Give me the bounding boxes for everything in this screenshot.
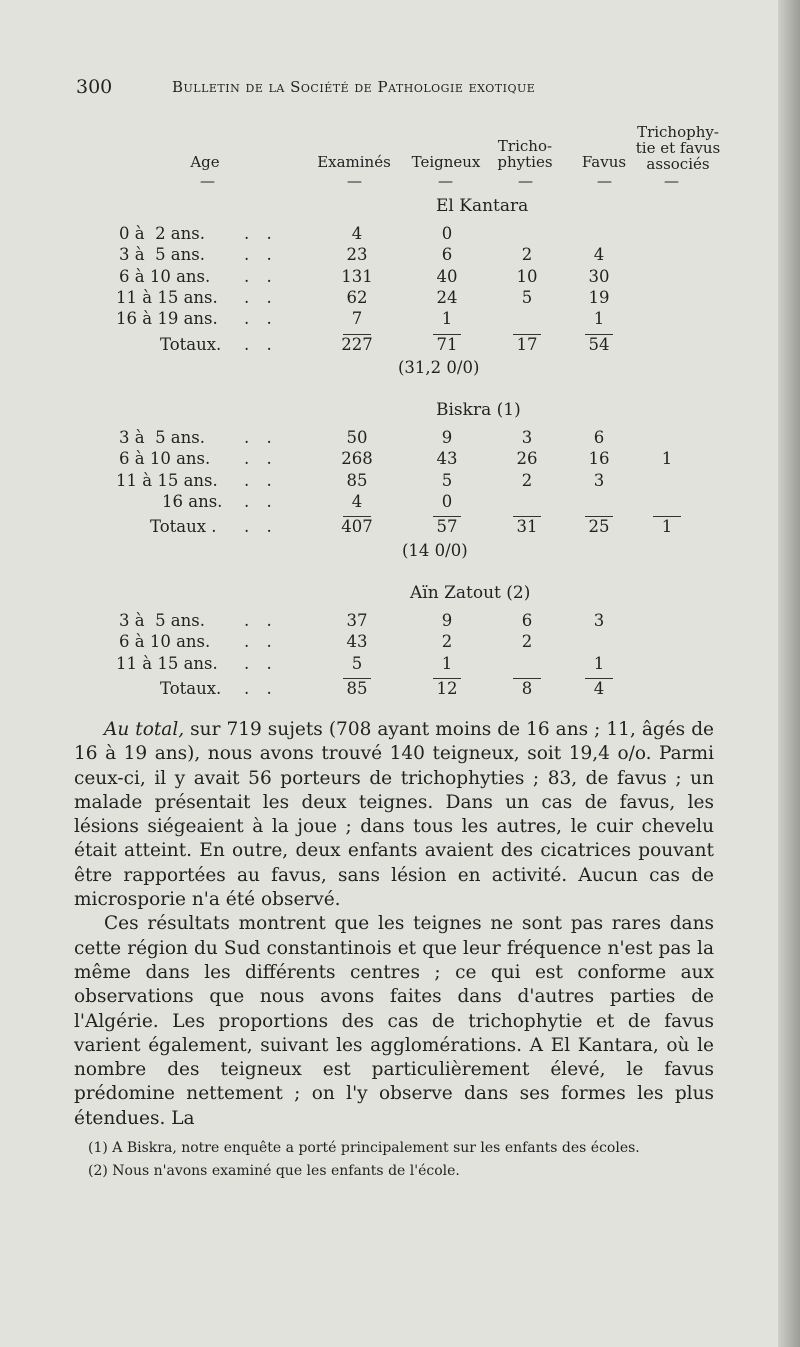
cell-teigneux: 0 bbox=[441, 491, 453, 511]
cell-examines: 50 bbox=[346, 428, 368, 447]
row-leader-dots: . . bbox=[244, 428, 278, 447]
total-examines: 227 bbox=[341, 334, 373, 354]
col-header-teigneux: Teigneux bbox=[411, 153, 481, 171]
cell-favus: 3 bbox=[593, 611, 605, 630]
cell-examines: 7 bbox=[351, 309, 363, 329]
col-header-associes-line1: Trichophy- bbox=[637, 123, 719, 141]
percent-affected: (31,2 0/0) bbox=[398, 357, 480, 377]
row-age-label: 3 à 5 ans. bbox=[119, 611, 205, 630]
cell-favus: 1 bbox=[593, 653, 605, 673]
cell-examines: 5 bbox=[351, 653, 363, 673]
cell-examines: 131 bbox=[341, 266, 373, 286]
col-header-associes bbox=[628, 124, 728, 172]
row-leader-dots: . . bbox=[244, 449, 278, 469]
footnotes bbox=[74, 1140, 714, 1185]
totals-leader-dots: . . bbox=[244, 678, 278, 698]
totals-leader-dots: . . bbox=[244, 334, 278, 354]
paragraph-1 bbox=[74, 718, 714, 912]
total-examines: 407 bbox=[341, 517, 373, 537]
col-header-age: Age bbox=[190, 153, 220, 171]
cell-examines: 62 bbox=[346, 287, 368, 307]
cell-teigneux: 9 bbox=[441, 611, 453, 630]
col-dash: — bbox=[200, 172, 215, 190]
row-age-label: 3 à 5 ans. bbox=[119, 428, 205, 447]
cell-teigneux: 0 bbox=[441, 224, 453, 243]
row-age-label: 6 à 10 ans. bbox=[119, 632, 211, 652]
cell-teigneux: 6 bbox=[441, 245, 453, 265]
cell-tricho: 10 bbox=[516, 266, 538, 286]
col-dash: — bbox=[664, 172, 679, 190]
cell-examines: 4 bbox=[351, 491, 363, 511]
col-dash: — bbox=[518, 172, 533, 190]
row-leader-dots: . . bbox=[244, 653, 278, 673]
row-age-label: 3 à 5 ans. bbox=[119, 245, 205, 265]
page-number: 300 bbox=[76, 76, 113, 98]
totals-label: Totaux. bbox=[160, 678, 222, 698]
cell-favus: 3 bbox=[593, 470, 605, 490]
cell-tricho: 5 bbox=[521, 287, 533, 307]
col-dash: — bbox=[347, 172, 362, 190]
col-header-tricho-line1: Tricho- bbox=[497, 137, 553, 155]
total-tricho: 8 bbox=[521, 678, 533, 698]
cell-favus: 4 bbox=[593, 245, 605, 265]
cell-examines: 4 bbox=[351, 224, 363, 243]
group-title: El Kantara bbox=[436, 196, 529, 216]
total-favus: 54 bbox=[588, 334, 610, 354]
running-title: Bulletin de la Société de Pathologie exotique bbox=[172, 78, 536, 96]
cell-associes: 1 bbox=[661, 449, 673, 469]
cell-teigneux: 9 bbox=[441, 428, 453, 447]
row-age-label: 6 à 10 ans. bbox=[119, 449, 211, 469]
col-header-associes-line3: associés bbox=[646, 155, 710, 173]
row-age-label: 11 à 15 ans. bbox=[116, 287, 218, 307]
totals-leader-dots: . . bbox=[244, 517, 278, 537]
cell-tricho: 2 bbox=[521, 245, 533, 265]
row-leader-dots: . . bbox=[244, 309, 278, 329]
paragraph-1-lead: Au total, bbox=[104, 719, 185, 740]
row-age-label: 16 à 19 ans. bbox=[116, 309, 218, 329]
body-text bbox=[74, 718, 714, 1131]
row-leader-dots: . . bbox=[244, 491, 278, 511]
cell-teigneux: 5 bbox=[441, 470, 453, 490]
row-leader-dots: . . bbox=[244, 611, 278, 630]
footnote-1: (1) A Biskra, notre enquête a porté principalement sur les enfants des écoles. bbox=[88, 1140, 640, 1156]
group-title: Aïn Zatout (2) bbox=[410, 583, 531, 603]
total-favus: 25 bbox=[588, 517, 610, 537]
totals-label: Totaux. bbox=[160, 334, 222, 354]
row-age-label: 11 à 15 ans. bbox=[116, 470, 218, 490]
cell-examines: 85 bbox=[346, 470, 368, 490]
paragraph-2: Ces résultats montrent que les teignes ne sont pas rares dans cette région du Sud constantinois et que leur fréquence n'est pas la même dans les différents centres ; ce qui est conforme aux observations que nous avons faites dans d'autres parties de l'Algérie. Les proportions des cas de trichophytie et de favus varient également, suivant les agglomérations. A El Kantara, où le nombre des teigneux est particulièrement élevé, le favus prédomine nettement ; on l'y observe dans ses formes les plus étendues. La bbox=[74, 913, 714, 1129]
total-associes: 1 bbox=[661, 517, 673, 537]
total-tricho: 31 bbox=[516, 517, 538, 537]
cell-teigneux: 40 bbox=[436, 266, 458, 286]
row-leader-dots: . . bbox=[244, 287, 278, 307]
cell-tricho: 6 bbox=[521, 611, 533, 630]
cell-favus: 6 bbox=[593, 428, 605, 447]
row-leader-dots: . . bbox=[244, 470, 278, 490]
row-leader-dots: . . bbox=[244, 224, 278, 243]
cell-favus: 1 bbox=[593, 309, 605, 329]
footnote-2: (2) Nous n'avons examiné que les enfants de l'école. bbox=[88, 1162, 460, 1179]
cell-favus: 19 bbox=[588, 287, 610, 307]
paragraph-1-rest: sur 719 sujets (708 ayant moins de 16 ans ; 11, âgés de 16 à 19 ans), nous avons trouvé 140 teigneux, soit 19,4 o/o. Parmi ceux-ci, il y avait 56 porteurs de trichophyties ; 83, de favus ; un malade présentait les deux teignes. Dans un cas de favus, les lésions siégeaient à la joue ; dans tous les autres, le cuir chevelu était atteint. En outre, deux enfants avaient des cicatrices pouvant être rapportées au favus, sans lésion en activité. Aucun cas de microsporie n'a été observé. bbox=[74, 719, 714, 911]
row-age-label: 6 à 10 ans. bbox=[119, 266, 211, 286]
row-age-label: 11 à 15 ans. bbox=[116, 653, 218, 673]
cell-teigneux: 1 bbox=[441, 309, 453, 329]
row-leader-dots: . . bbox=[244, 632, 278, 652]
row-leader-dots: . . bbox=[244, 245, 278, 265]
total-teigneux: 71 bbox=[436, 334, 458, 354]
col-header-tricho-line2: phyties bbox=[497, 153, 553, 171]
col-header-associes-line2: tie et favus bbox=[635, 139, 721, 157]
col-header-examines: Examinés bbox=[317, 153, 391, 171]
total-teigneux: 12 bbox=[436, 678, 458, 698]
cell-teigneux: 1 bbox=[441, 653, 453, 673]
total-examines: 85 bbox=[346, 678, 368, 698]
cell-teigneux: 43 bbox=[436, 449, 458, 469]
row-age-label: 16 ans. bbox=[162, 491, 223, 511]
cell-examines: 23 bbox=[346, 245, 368, 265]
cell-examines: 37 bbox=[346, 611, 368, 630]
totals-label: Totaux . bbox=[150, 517, 217, 537]
col-header-tricho bbox=[480, 138, 570, 170]
cell-tricho: 26 bbox=[516, 449, 538, 469]
cell-tricho: 3 bbox=[521, 428, 533, 447]
total-tricho: 17 bbox=[516, 334, 538, 354]
col-dash: — bbox=[438, 172, 453, 190]
cell-teigneux: 2 bbox=[441, 632, 453, 652]
cell-examines: 268 bbox=[341, 449, 373, 469]
cell-tricho: 2 bbox=[521, 470, 533, 490]
row-age-label: 0 à 2 ans. bbox=[119, 224, 205, 243]
cell-favus: 16 bbox=[588, 449, 610, 469]
cell-teigneux: 24 bbox=[436, 287, 458, 307]
percent-affected: (14 0/0) bbox=[402, 540, 468, 560]
page-edge bbox=[778, 0, 800, 1347]
cell-favus: 30 bbox=[588, 266, 610, 286]
total-favus: 4 bbox=[593, 678, 605, 698]
group-title: Biskra (1) bbox=[436, 400, 521, 420]
col-dash: — bbox=[597, 172, 612, 190]
cell-tricho: 2 bbox=[521, 632, 533, 652]
total-teigneux: 57 bbox=[436, 517, 458, 537]
row-leader-dots: . . bbox=[244, 266, 278, 286]
col-header-favus: Favus bbox=[581, 153, 627, 171]
cell-examines: 43 bbox=[346, 632, 368, 652]
